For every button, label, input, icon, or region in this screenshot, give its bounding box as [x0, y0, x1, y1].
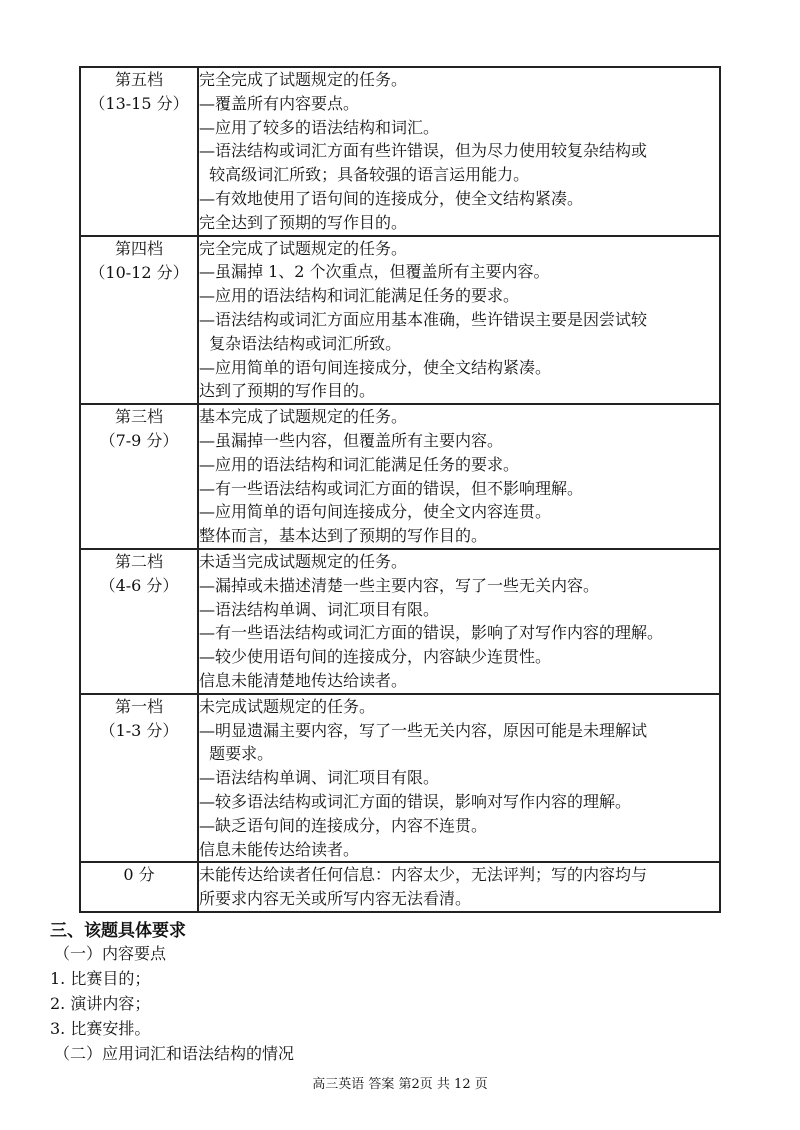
criteria-line: —有效地使用了语句间的连接成分，使全文结构紧凑。: [199, 188, 584, 208]
page-footer: 高三英语 答案 第2页 共 12 页: [312, 1077, 488, 1092]
criteria-line: —缺乏语句间的连接成分，内容不连贯。: [199, 815, 488, 835]
rubric-row-grade-0: [80, 862, 720, 912]
criteria-line: 达到了预期的写作目的。: [199, 381, 376, 401]
criteria-cell: [198, 404, 720, 549]
criteria-line: 所要求内容无关或所写内容无法看清。: [199, 889, 472, 909]
grade-range: （13-15 分）: [89, 94, 189, 113]
criteria-line: 完全达到了预期的写作目的。: [199, 212, 408, 232]
criteria-line: 基本完成了试题规定的任务。: [199, 407, 408, 427]
criteria-line: —明显遗漏主要内容，写了一些无关内容，原因可能是未理解试: [199, 720, 648, 740]
subsection-vocabulary-grammar: （二）应用词汇和语法结构的情况: [54, 1044, 295, 1063]
criteria-line: 未适当完成试题规定的任务。: [199, 551, 408, 571]
criteria-line: 题要求。: [199, 744, 274, 764]
criteria-line: —漏掉或未描述清楚一些主要内容，写了一些无关内容。: [199, 575, 600, 595]
criteria-line: —应用简单的语句间连接成分，使全文内容连贯。: [199, 502, 552, 522]
criteria-line: —覆盖所有内容要点。: [199, 93, 360, 113]
criteria-line: —有一些语法结构或词汇方面的错误，但不影响理解。: [199, 478, 584, 498]
criteria-line: 信息未能清楚地传达给读者。: [199, 670, 408, 690]
rubric-row-grade-2: [80, 549, 720, 694]
criteria-line: 复杂语法结构或词汇所致。: [199, 333, 402, 353]
content-point-item: 1. 比赛目的；: [50, 969, 151, 988]
criteria-line: 完全完成了试题规定的任务。: [199, 70, 408, 89]
grade-name: 第二档: [114, 551, 163, 571]
criteria-cell: [198, 67, 720, 236]
rubric-row-grade-3: [80, 404, 720, 549]
grade-cell: [80, 404, 198, 549]
scoring-rubric-table: [79, 66, 721, 913]
criteria-line: —语法结构单调、词汇项目有限。: [199, 768, 440, 788]
criteria-line: —语法结构单调、词汇项目有限。: [199, 599, 440, 619]
rubric-row-grade-1: [80, 694, 720, 863]
grade-name: 第三档: [114, 407, 163, 427]
grade-name: 0 分: [123, 865, 155, 885]
rubric-body: [80, 67, 720, 912]
grade-name: 第五档: [114, 70, 163, 89]
criteria-line: 较高级词汇所致；具备较强的语言运用能力。: [199, 165, 530, 185]
rubric-row-grade-5: [80, 67, 720, 236]
criteria-line: —应用了较多的语法结构和词汇。: [199, 117, 440, 137]
criteria-line: 未能传达给读者任何信息：内容太少，无法评判；写的内容均与: [199, 865, 648, 885]
grade-cell: [80, 67, 198, 236]
grade-range: （10-12 分）: [89, 262, 189, 282]
criteria-line: —语法结构或词汇方面有些许错误，但为尽力使用较复杂结构或: [199, 141, 648, 161]
subsection-content-points: （一）内容要点: [54, 944, 167, 963]
criteria-line: —语法结构或词汇方面应用基本准确，些许错误主要是因尝试较: [199, 309, 648, 329]
criteria-line: —较少使用语句间的连接成分，内容缺少连贯性。: [199, 647, 552, 667]
criteria-cell: [198, 862, 720, 912]
grade-range: （1-3 分）: [99, 720, 179, 740]
grade-cell: [80, 549, 198, 694]
criteria-line: —虽漏掉一些内容，但覆盖所有主要内容。: [199, 430, 504, 450]
criteria-cell: [198, 236, 720, 405]
section-heading: 三、该题具体要求: [50, 921, 186, 941]
criteria-line: 整体而言，基本达到了预期的写作目的。: [199, 526, 488, 546]
grade-cell: [80, 694, 198, 863]
criteria-line: —有一些语法结构或词汇方面的错误，影响了对写作内容的理解。: [199, 623, 664, 643]
grade-cell: [80, 862, 198, 912]
grade-name: 第一档: [114, 696, 163, 716]
criteria-line: 信息未能传达给读者。: [199, 839, 360, 859]
grade-range: （7-9 分）: [99, 431, 179, 451]
criteria-line: 未完成试题规定的任务。: [199, 696, 376, 716]
grade-name: 第四档: [114, 238, 163, 258]
content-point-item: 2. 演讲内容；: [50, 994, 151, 1013]
grade-cell: [80, 236, 198, 405]
criteria-line: —应用的语法结构和词汇能满足任务的要求。: [199, 286, 520, 306]
content-point-item: 3. 比赛安排。: [50, 1019, 151, 1038]
criteria-line: —应用的语法结构和词汇能满足任务的要求。: [199, 454, 520, 474]
criteria-cell: [198, 694, 720, 863]
rubric-row-grade-4: [80, 236, 720, 405]
criteria-line: —应用简单的语句间连接成分，使全文结构紧凑。: [199, 357, 552, 377]
criteria-line: —较多语法结构或词汇方面的错误，影响对写作内容的理解。: [199, 791, 632, 811]
criteria-cell: [198, 549, 720, 694]
criteria-line: —虽漏掉 1、2 个次重点，但覆盖所有主要内容。: [199, 262, 550, 282]
criteria-line: 完全完成了试题规定的任务。: [199, 238, 408, 258]
grade-range: （4-6 分）: [99, 575, 179, 595]
